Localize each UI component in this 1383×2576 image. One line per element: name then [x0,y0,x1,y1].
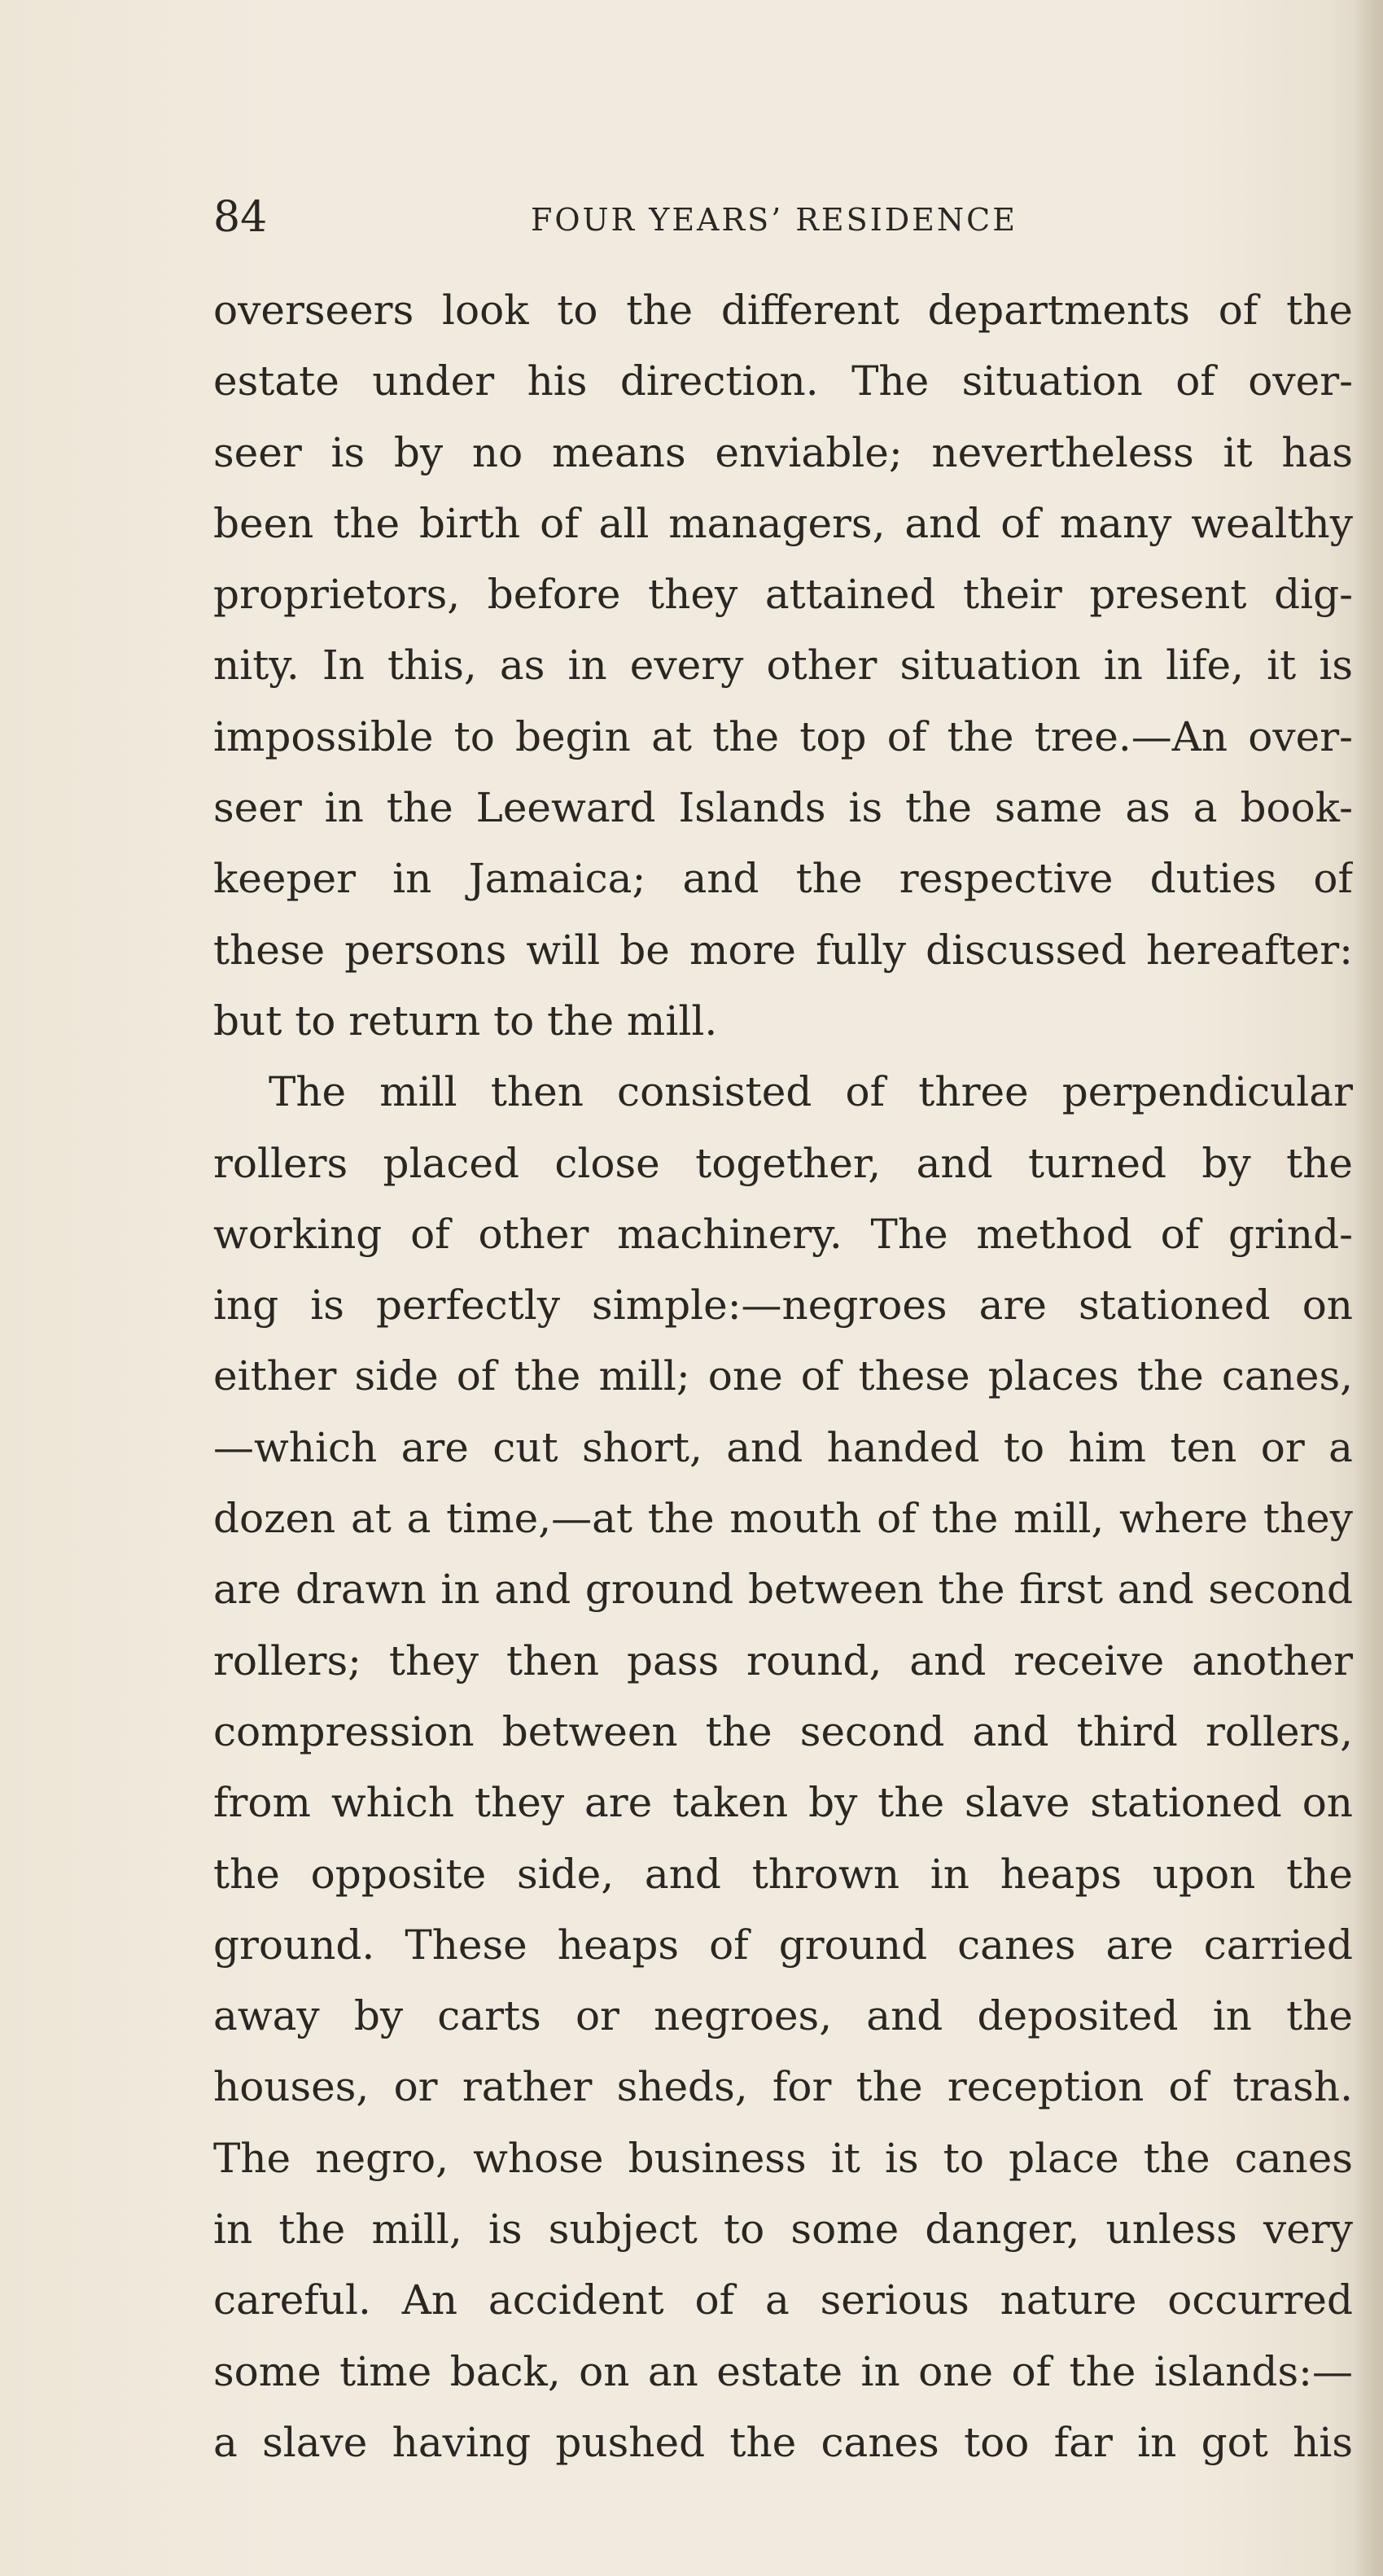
text-line: —which are cut short, and handed to him ten or a [213,1423,1353,1471]
text-line: estate under his direction. The situation of over- [213,357,1353,405]
paragraph-1 [213,275,1353,1057]
text-line: careful. An accident of a serious nature occurred [213,2276,1353,2324]
text-line: ing is perfectly simple:—negroes are stationed on [213,1281,1353,1330]
text-line: either side of the mill; one of these places the canes, [213,1352,1353,1400]
text-line: the opposite side, and thrown in heaps upon the [213,1850,1353,1898]
text-line: overseers look to the different departments of the [213,287,1353,334]
text-line: are drawn in and ground between the first and second [213,1566,1353,1614]
text-line: dozen at a time,—at the mouth of the mill, where they [213,1495,1353,1543]
text-line: keeper in Jamaica; and the respective duties of [213,855,1353,903]
text-line: away by carts or negroes, and deposited in the [213,1992,1353,2040]
text-line: but to return to the mill. [213,997,718,1045]
text-line: houses, or rather sheds, for the reception of trash. [213,2063,1353,2111]
text-line: nity. In this, as in every other situation in life, it is [213,642,1353,690]
text-line: in the mill, is subject to some danger, unless very [213,2206,1353,2254]
body-text [213,275,1353,2478]
text-line: seer in the Leeward Islands is the same as a book- [213,784,1353,832]
text-line: seer is by no means enviable; nevertheless it has [213,428,1353,476]
text-line: proprietors, before they attained their present dig- [213,571,1353,619]
text-line: working of other machinery. The method of grind- [213,1210,1353,1258]
page-number: 84 [213,193,268,242]
text-line: ground. These heaps of ground canes are carried [213,1921,1353,1969]
text-line: rollers placed close together, and turned by the [213,1139,1353,1187]
page-gutter-shadow [1354,0,1383,2576]
text-line: from which they are taken by the slave stationed on [213,1779,1353,1827]
page-header [213,189,1353,246]
paragraph-2 [213,1057,1353,2478]
text-line: some time back, on an estate in one of the islands:— [213,2347,1353,2395]
text-line: rollers; they then pass round, and receive another [213,1636,1353,1684]
text-line: compression between the second and third rollers, [213,1707,1353,1755]
text-line: The mill then consisted of three perpendicular [269,1068,1353,1116]
text-line: these persons will be more fully discussed hereafter: [213,926,1353,974]
text-line: The negro, whose business it is to place the canes [213,2134,1353,2182]
text-line: been the birth of all managers, and of many wealthy [213,499,1353,547]
text-line: a slave having pushed the canes too far in got his [213,2418,1353,2466]
text-line: impossible to begin at the top of the tree.—An over- [213,712,1353,760]
running-head: FOUR YEARS’ RESIDENCE [531,202,1018,238]
